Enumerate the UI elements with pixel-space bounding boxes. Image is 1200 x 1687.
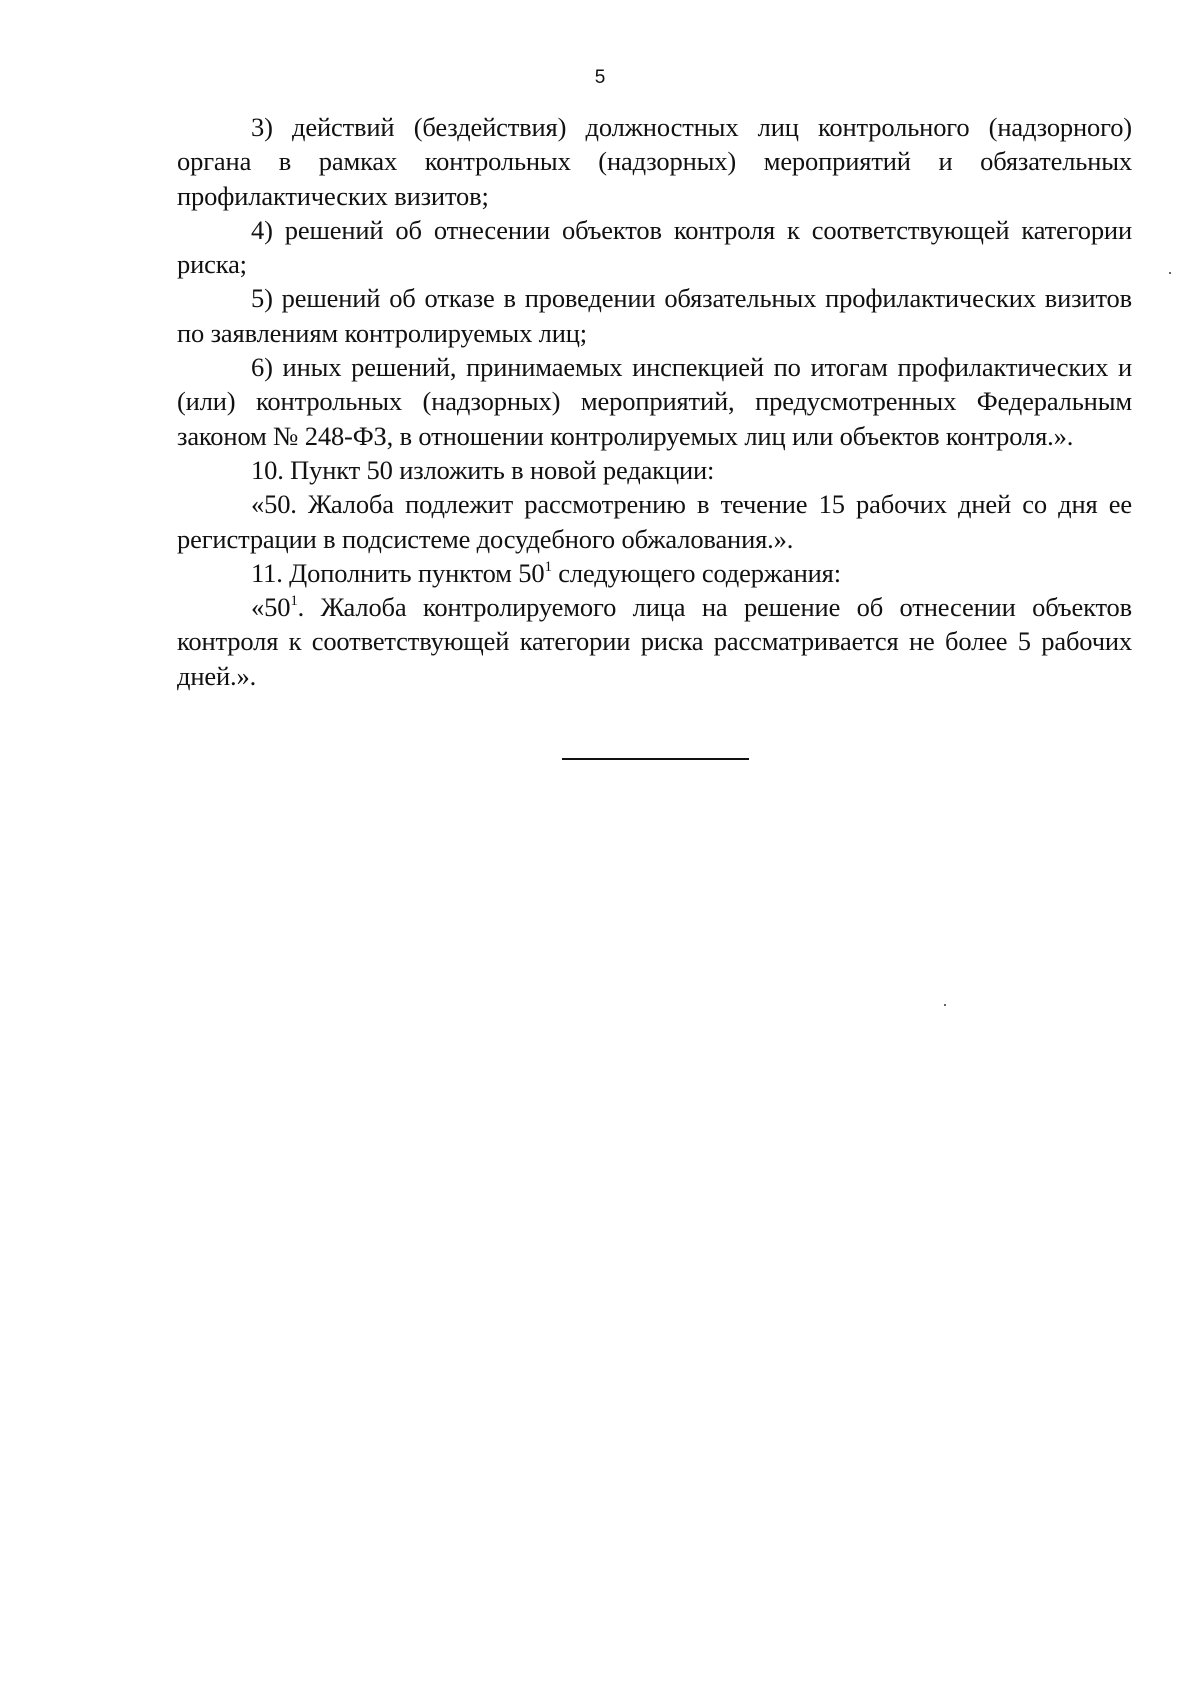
clause-50-1-start: «50 [251,592,291,623]
list-item-4: 4) решений об отнесении объектов контроля к соответствующей категории риска; [177,214,1132,280]
superscript-marker: 1 [290,593,298,610]
superscript-marker: 1 [544,559,552,576]
amendment-item-10: 10. Пункт 50 изложить в новой редакции: [251,454,715,485]
closing-rule [562,758,749,760]
list-item-6: 6) иных решений, принимаемых инспекцией по итогам профилактических и (или) контрольных (надзорных) мероприятий, предусмотренных Федеральным законом № 248-ФЗ, в отношении контролируемых лиц или объектов контроля.». [177,352,1132,451]
scan-speck [1169,272,1171,274]
scan-speck [944,1004,946,1006]
amendment-item-11-start: 11. Дополнить пунктом 50 [251,557,545,588]
clause-50-1-end: . Жалоба контролируемого лица на решение об отнесении объектов контроля к соответствующей категории риска рассматривается не более 5 рабочих дней.». [177,592,1132,691]
clause-50-text: «50. Жалоба подлежит рассмотрению в течение 15 рабочих дней со дня ее регистрации в подсистеме досудебного обжалования.». [177,489,1132,554]
page-number: 5 [594,67,606,88]
amendment-item-11-end: следующего содержания: [551,557,841,588]
clause-50-1-text [177,590,1132,693]
amendment-item-11 [177,556,1132,590]
list-item-3: 3) действий (бездействия) должностных лиц контрольного (надзорного) органа в рамках контрольных (надзорных) мероприятий и обязательных профилактических визитов; [177,112,1132,211]
list-item-5: 5) решений об отказе в проведении обязательных профилактических визитов по заявлениям контролируемых лиц; [177,283,1132,348]
document-body [177,110,1132,693]
